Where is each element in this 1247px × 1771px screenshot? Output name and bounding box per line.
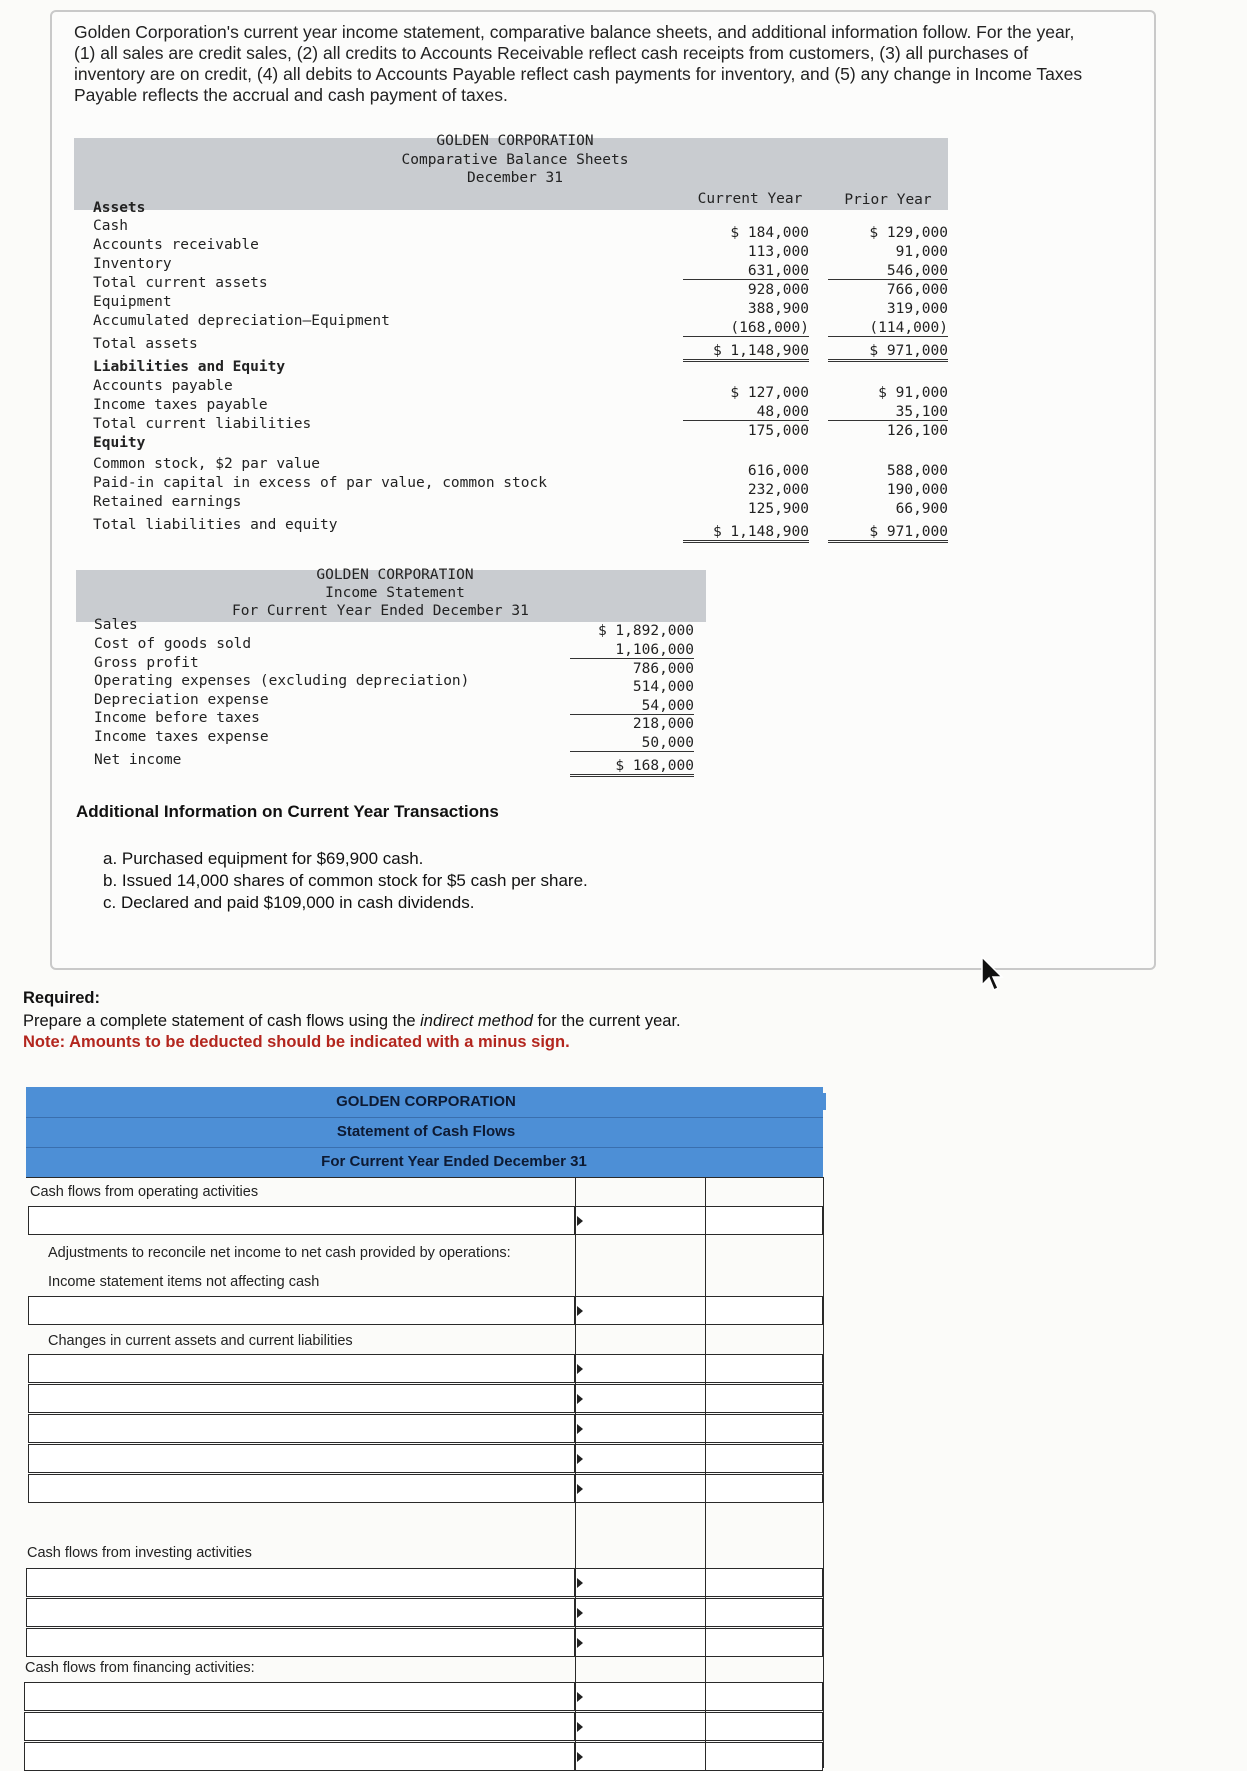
bs-current-value: 113,000 (747, 244, 809, 260)
cf-amount-input[interactable] (575, 1444, 706, 1473)
cf-title: Statement of Cash Flows (336, 1123, 516, 1140)
is-amount: 54,000 (570, 698, 694, 715)
grid-line (823, 1177, 824, 1768)
cf-section-label-changes: Changes in current assets and current liabilities (48, 1333, 353, 1349)
dropdown-caret-icon (577, 1216, 583, 1226)
cf-amount-input[interactable] (575, 1474, 706, 1503)
bs-current-value: $ 127,000 (730, 385, 809, 401)
cf-subtotal-input[interactable] (705, 1414, 823, 1443)
bs-row-label: Accounts payable (93, 378, 233, 394)
bs-col-current: Current Year (697, 191, 803, 207)
cf-subtotal-input[interactable] (705, 1568, 823, 1597)
cf-amount-input[interactable] (575, 1682, 706, 1711)
cf-section-label-investing: Cash flows from investing activities (27, 1545, 252, 1561)
cf-section-label-adjustments: Adjustments to reconcile net income to net cash provided by operations: (48, 1245, 511, 1261)
is-row-label: Sales (94, 617, 138, 633)
cf-line-description-input[interactable] (28, 1384, 575, 1413)
bs-company: GOLDEN CORPORATION (436, 133, 594, 149)
bs-prior-value: 319,000 (886, 301, 948, 317)
is-row-label: Net income (94, 752, 182, 768)
bs-prior-value: $ 91,000 (878, 385, 948, 401)
cf-subtotal-input[interactable] (705, 1444, 823, 1473)
cf-amount-input[interactable] (575, 1206, 706, 1235)
cf-subtotal-input[interactable] (705, 1296, 823, 1325)
bs-row-label: Assets (93, 200, 146, 216)
cf-amount-input[interactable] (575, 1384, 706, 1413)
dropdown-caret-icon (577, 1578, 583, 1588)
cf-line-description-input[interactable] (24, 1712, 575, 1741)
cf-subtotal-input[interactable] (705, 1742, 823, 1771)
bs-prior-value: 35,100 (828, 404, 948, 421)
cf-subtotal-input[interactable] (705, 1474, 823, 1503)
cf-section-label-income_items: Income statement items not affecting cash (48, 1274, 320, 1290)
bs-prior-value: 91,000 (895, 244, 948, 260)
required-label: Required: (23, 989, 101, 1007)
intro-paragraph: Golden Corporation's current year income statement, comparative balance sheets, and additional information follow. For the year, (1) all sales are credit sales, (2) all credits to Accounts Receivable reflect cash receipts from customers, (3) all purchases of inventory are on credit, (4) all debits to Accounts Payable reflect cash payments for inventory, and (5) any change in Income Taxes Payable reflects the accrual and cash payment of taxes. (74, 22, 1083, 105)
bs-row-label: Inventory (93, 256, 172, 272)
bs-row-label: Equity (93, 435, 146, 451)
cf-line-description-input[interactable] (28, 1296, 575, 1325)
cf-amount-input[interactable] (575, 1598, 706, 1627)
bs-prior-value: 66,900 (895, 501, 948, 517)
bs-current-value: (168,000) (683, 320, 809, 337)
cf-line-description-input[interactable] (28, 1474, 575, 1503)
is-row-label: Income taxes expense (94, 729, 269, 745)
bs-row-label: Common stock, $2 par value (93, 456, 320, 472)
cf-period: For Current Year Ended December 31 (321, 1153, 587, 1170)
cf-line-description-input[interactable] (26, 1628, 575, 1657)
bs-row-label: Total current assets (93, 275, 268, 291)
dropdown-caret-icon (577, 1454, 583, 1464)
additional-info-list (103, 848, 588, 914)
cf-subtotal-input[interactable] (705, 1712, 823, 1741)
is-amount: 1,106,000 (570, 642, 694, 659)
cf-subtotal-input[interactable] (705, 1354, 823, 1383)
cf-section-label-financing: Cash flows from financing activities: (25, 1660, 255, 1676)
cf-section-label-operating: Cash flows from operating activities (30, 1184, 259, 1200)
bs-current-value: 48,000 (683, 404, 809, 421)
cf-subtotal-input[interactable] (705, 1598, 823, 1627)
bs-row-label: Total liabilities and equity (93, 517, 338, 533)
bs-current-value: 616,000 (747, 463, 809, 479)
bs-row-label: Accumulated depreciation–Equipment (93, 313, 390, 329)
bs-row-label: Liabilities and Equity (93, 359, 286, 375)
bs-current-value: 125,900 (747, 501, 809, 517)
bs-current-value: 388,900 (747, 301, 809, 317)
dropdown-caret-icon (577, 1424, 583, 1434)
cf-amount-input[interactable] (575, 1712, 706, 1741)
bs-prior-value: $ 971,000 (828, 343, 948, 362)
cf-line-description-input[interactable] (24, 1742, 575, 1771)
is-amount: 514,000 (632, 679, 694, 695)
dropdown-caret-icon (577, 1364, 583, 1374)
bs-current-value: 928,000 (747, 282, 809, 298)
info-item-b: b. Issued 14,000 shares of common stock for $5 cash per share. (103, 871, 588, 890)
additional-info-heading: Additional Information on Current Year Transactions (76, 802, 499, 821)
cf-line-description-input[interactable] (28, 1414, 575, 1443)
bs-prior-value: 546,000 (828, 263, 948, 280)
cf-amount-input[interactable] (575, 1568, 706, 1597)
bs-row-label: Cash (93, 218, 128, 234)
cf-subtotal-input[interactable] (705, 1206, 823, 1235)
bs-prior-value: $ 971,000 (828, 524, 948, 543)
dropdown-caret-icon (577, 1722, 583, 1732)
bs-row-label: Income taxes payable (93, 397, 268, 413)
cf-line-description-input[interactable] (28, 1444, 575, 1473)
bs-prior-value: 588,000 (886, 463, 948, 479)
is-amount: 786,000 (632, 661, 694, 677)
indirect-method-text: indirect method (420, 1012, 533, 1030)
bs-prior-value: 190,000 (886, 482, 948, 498)
bs-current-value: 232,000 (747, 482, 809, 498)
dropdown-caret-icon (577, 1638, 583, 1648)
is-title: Income Statement (325, 585, 465, 601)
dropdown-caret-icon (577, 1608, 583, 1618)
is-row-label: Income before taxes (94, 710, 260, 726)
dropdown-caret-icon (577, 1306, 583, 1316)
is-amount: $ 1,892,000 (597, 623, 694, 639)
bs-row-label: Total assets (93, 336, 198, 352)
bs-prior-value: 766,000 (886, 282, 948, 298)
bs-prior-value: 126,100 (886, 423, 948, 439)
dropdown-caret-icon (577, 1484, 583, 1494)
mouse-cursor-icon (980, 955, 1006, 995)
cf-company: GOLDEN CORPORATION (26, 1093, 826, 1110)
cf-amount-input[interactable] (575, 1742, 706, 1771)
is-row-label: Cost of goods sold (94, 636, 252, 652)
bs-current-value: 631,000 (683, 263, 809, 280)
bs-col-prior: Prior Year (844, 192, 932, 208)
cf-line-description-input[interactable] (28, 1354, 575, 1383)
is-row-label: Operating expenses (excluding depreciation) (94, 673, 470, 689)
cf-line-description-input[interactable] (26, 1568, 575, 1597)
dropdown-caret-icon (577, 1752, 583, 1762)
bs-current-value: 175,000 (747, 423, 809, 439)
is-amount: 218,000 (632, 716, 694, 732)
info-item-c: c. Declared and paid $109,000 in cash dividends. (103, 893, 475, 912)
bs-row-label: Retained earnings (93, 494, 242, 510)
bs-current-value: $ 1,148,900 (683, 343, 809, 362)
required-text: Prepare a complete statement of cash flows using the indirect method for the current year. (23, 1012, 681, 1030)
bs-title: Comparative Balance Sheets (401, 152, 629, 168)
dropdown-caret-icon (577, 1394, 583, 1404)
cf-line-description-input[interactable] (24, 1682, 575, 1711)
grid-line (26, 1177, 823, 1178)
bs-prior-value: (114,000) (828, 320, 948, 337)
info-item-a: a. Purchased equipment for $69,900 cash. (103, 849, 424, 868)
cf-subtotal-input[interactable] (705, 1682, 823, 1711)
is-row-label: Depreciation expense (94, 692, 269, 708)
bs-date: December 31 (466, 170, 564, 186)
required-note: Note: Amounts to be deducted should be indicated with a minus sign. (23, 1033, 570, 1051)
bs-row-label: Accounts receivable (93, 237, 259, 253)
cf-subtotal-input[interactable] (705, 1628, 823, 1657)
is-period: For Current Year Ended December 31 (232, 603, 529, 619)
bs-current-value: $ 184,000 (730, 225, 809, 241)
cf-amount-input[interactable] (575, 1296, 706, 1325)
bs-prior-value: $ 129,000 (869, 225, 948, 241)
cf-subtotal-input[interactable] (705, 1384, 823, 1413)
cf-line-description-input[interactable] (26, 1598, 575, 1627)
is-company: GOLDEN CORPORATION (316, 567, 474, 583)
is-amount: 50,000 (570, 735, 694, 752)
is-amount: $ 168,000 (570, 758, 694, 777)
cf-amount-input[interactable] (575, 1354, 706, 1383)
dropdown-caret-icon (577, 1692, 583, 1702)
bs-row-label: Total current liabilities (93, 416, 312, 432)
bs-row-label: Paid-in capital in excess of par value, common stock (93, 475, 547, 491)
bs-current-value: $ 1,148,900 (683, 524, 809, 543)
cf-line-description-input[interactable] (28, 1206, 575, 1235)
bs-row-label: Equipment (93, 294, 172, 310)
cf-amount-input[interactable] (575, 1628, 706, 1657)
is-row-label: Gross profit (94, 655, 199, 671)
cf-amount-input[interactable] (575, 1414, 706, 1443)
